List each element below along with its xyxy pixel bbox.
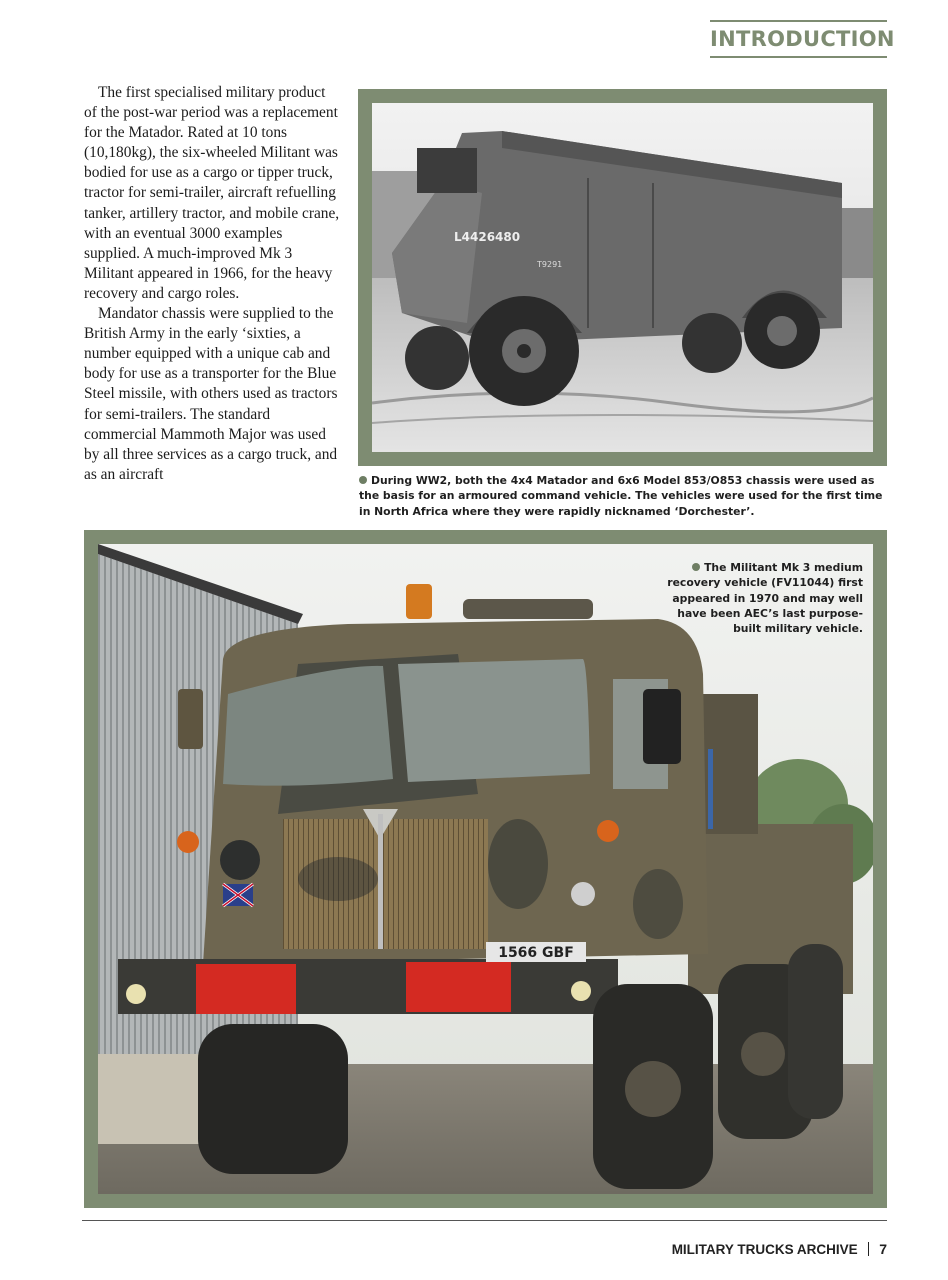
publication-name: MILITARY TRUCKS ARCHIVE [671,1241,858,1257]
vehicle-number-plate: 1566 GBF [498,945,574,961]
paragraph-2: Mandator chassis were supplied to the British Army in the early ‘sixties, a number equipped with a unique cab and body for use as a transporter for the Blue Steel missile, with others used as tractors for semi-trailers. The standard commercial Mammoth Major was used by all three services as a cargo truck, and as an aircraft [84,305,338,483]
caption-bullet-icon [692,563,700,571]
photo-frame-top [358,89,887,466]
body-text-column [84,83,342,485]
header-rule-bottom [710,56,887,58]
caption-top-text: During WW2, both the 4x4 Matador and 6x6 Model 853/O853 chassis were used as the basis for an armoured command vehicle. The vehicles were used for the first time in North Africa where they were rapidly nicknamed ‘Dorchester’. [359,474,883,518]
page-number: 7 [879,1241,887,1257]
section-title: INTRODUCTION [710,27,895,51]
section-header [710,20,895,58]
vehicle-registration: L4426480 [454,230,521,244]
armoured-command-vehicle-photo [372,103,873,452]
footer-rule [82,1220,887,1221]
caption-top [359,473,887,519]
caption-bullet-icon [359,476,367,484]
vehicle-marking: T9291 [537,260,563,269]
caption-bottom-text: The Militant Mk 3 medium recovery vehicle (FV11044) first appeared in 1970 and may well have been AEC’s last purpose-built military vehicle. [667,561,863,636]
caption-bottom [665,560,863,636]
footer-separator [868,1242,870,1256]
paragraph-1: The first specialised military product of the post-war period was a replacement for the Matador. Rated at 10 tons (10,180kg), the six-wheeled Militant was bodied for use as a cargo or tipper truck, tractor for semi-trailer, aircraft refuelling tanker, artillery tractor, and mobile crane, with an eventual 3000 examples supplied. A much-improved Mk 3 Militant appeared in 1966, for the heavy recovery and cargo roles. [84,84,340,302]
militant-recovery-vehicle-photo [98,544,873,1194]
page-footer [672,1241,887,1257]
